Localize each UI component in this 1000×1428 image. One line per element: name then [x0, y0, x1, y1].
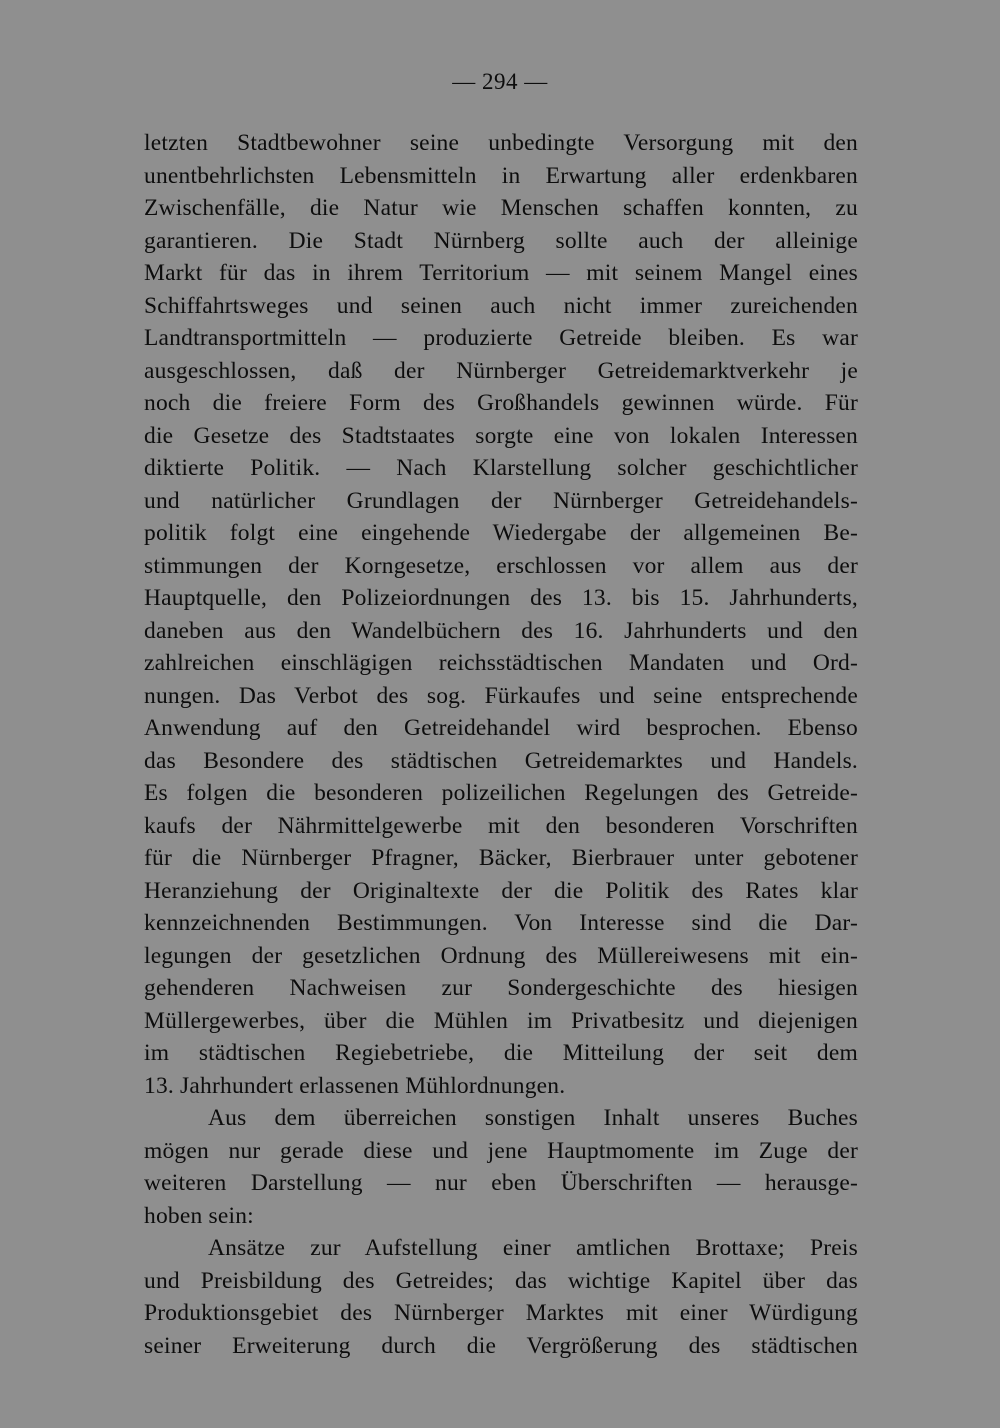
text-line: diktierte Politik. — Nach Klarstellung solcher geschichtlicher — [144, 455, 858, 481]
text-line: das Besondere des städtischen Getreidemarktes und Handels. — [144, 747, 858, 774]
text-line: kennzeichnenden Bestimmungen. Von Interesse sind die Dar- — [144, 910, 858, 936]
text-line: die Gesetze des Stadtstaates sorgte eine von lokalen Interessen — [144, 422, 858, 449]
text-line: für die Nürnberger Pfragner, Bäcker, Bierbrauer unter gebotener — [144, 845, 858, 871]
text-line: noch die freiere Form des Großhandels gewinnen würde. Für — [144, 390, 858, 416]
text-line: und natürlicher Grundlagen der Nürnberger Getreidehandels- — [144, 487, 858, 514]
text-line: stimmungen der Korngesetze, erschlossen vor allem aus der — [144, 552, 858, 579]
text-line: Heranziehung der Originaltexte der die Politik des Rates klar — [144, 877, 858, 904]
text-line: nungen. Das Verbot des sog. Fürkaufes und seine entsprechende — [144, 682, 858, 709]
text-line: kaufs der Nährmittelgewerbe mit den besonderen Vorschriften — [144, 812, 858, 839]
body-text — [144, 127, 858, 1362]
text-line: Markt für das in ihrem Territorium — mit seinem Mangel eines — [144, 260, 858, 286]
text-line: im städtischen Regiebetriebe, die Mitteilung der seit dem — [144, 1040, 858, 1066]
text-line: hoben sein: — [144, 1202, 254, 1229]
text-line: garantieren. Die Stadt Nürnberg sollte auch der alleinige — [144, 227, 858, 254]
text-line: Landtransportmitteln — produzierte Getreide bleiben. Es war — [144, 325, 858, 351]
text-line: mögen nur gerade diese und jene Hauptmomente im Zuge der — [144, 1137, 858, 1164]
text-line: unentbehrlichsten Lebensmitteln in Erwartung aller erdenkbaren — [144, 162, 858, 189]
text-line: zahlreichen einschlägigen reichsstädtischen Mandaten und Ord- — [144, 650, 858, 676]
text-line: politik folgt eine eingehende Wiedergabe der allgemeinen Be- — [144, 520, 858, 546]
text-line: Anwendung auf den Getreidehandel wird besprochen. Ebenso — [144, 715, 858, 741]
text-line: Ansätze zur Aufstellung einer amtlichen Brottaxe; Preis — [208, 1235, 858, 1261]
text-line: letzten Stadtbewohner seine unbedingte Versorgung mit den — [144, 130, 858, 156]
text-line: Zwischenfälle, die Natur wie Menschen schaffen konnten, zu — [144, 195, 858, 221]
text-line: und Preisbildung des Getreides; das wichtige Kapitel über das — [144, 1267, 858, 1294]
text-line: seiner Erweiterung durch die Vergrößerung des städtischen — [144, 1332, 858, 1359]
text-line: daneben aus den Wandelbüchern des 16. Jahrhunderts und den — [144, 617, 858, 644]
page-number: — 294 — — [452, 69, 548, 94]
text-line: ausgeschlossen, daß der Nürnberger Getreidemarktverkehr je — [144, 357, 858, 384]
text-line: Müllergewerbes, über die Mühlen im Privatbesitz und diejenigen — [144, 1007, 858, 1034]
text-line: Produktionsgebiet des Nürnberger Marktes mit einer Würdigung — [144, 1300, 858, 1326]
text-line: Aus dem überreichen sonstigen Inhalt unseres Buches — [208, 1105, 858, 1131]
text-line: legungen der gesetzlichen Ordnung des Müllereiwesens mit ein- — [144, 942, 858, 969]
text-line: Schiffahrtsweges und seinen auch nicht immer zureichenden — [144, 292, 858, 319]
text-line: gehenderen Nachweisen zur Sondergeschichte des hiesigen — [144, 975, 858, 1001]
text-line: weiteren Darstellung — nur eben Überschriften — herausge- — [144, 1170, 858, 1196]
text-line: 13. Jahrhundert erlassenen Mühlordnungen. — [144, 1072, 566, 1099]
text-line: Es folgen die besonderen polizeilichen Regelungen des Getreide- — [144, 780, 858, 806]
text-line: Hauptquelle, den Polizeiordnungen des 13. bis 15. Jahrhunderts, — [144, 585, 858, 611]
